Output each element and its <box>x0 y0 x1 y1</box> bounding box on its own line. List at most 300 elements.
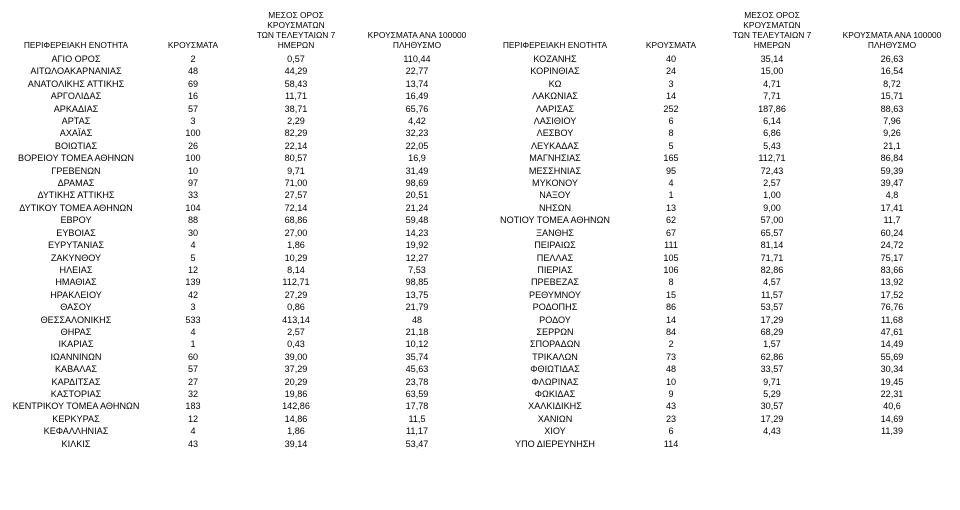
right-table-body <box>484 53 956 450</box>
table-row <box>484 326 956 338</box>
region-cell: ΕΥΡΥΤΑΝΙΑΣ <box>48 240 104 251</box>
region-cell: ΚΕΝΤΡΙΚΟΥ ΤΟΜΕΑ ΑΘΗΝΩΝ <box>12 401 140 412</box>
per-100k-cell: 75,17 <box>880 252 904 263</box>
cases-cell: 165 <box>663 153 679 164</box>
per-100k-cell: 16,9 <box>408 153 426 164</box>
region-cell: ΛΕΥΚΑΔΑΣ <box>530 140 580 151</box>
cases-cell: 10 <box>187 165 199 176</box>
table-row <box>4 152 480 164</box>
per-100k-cell: 48 <box>411 314 423 325</box>
avg-7day-cell: 15,00 <box>760 66 784 77</box>
region-cell: ΙΩΑΝΝΙΝΩΝ <box>50 351 102 362</box>
avg-7day-cell: 71,71 <box>760 252 784 263</box>
cases-cell: 57 <box>187 364 199 375</box>
cases-cell: 10 <box>665 376 677 387</box>
per-100k-cell: 30,34 <box>880 364 904 375</box>
per-100k-cell: 17,41 <box>880 202 904 213</box>
per-100k-cell: 31,49 <box>405 165 429 176</box>
region-cell: ΠΕΙΡΑΙΩΣ <box>534 240 576 251</box>
cases-cell: 100 <box>185 153 201 164</box>
region-cell: ΜΥΚΟΝΟΥ <box>532 178 578 189</box>
table-row <box>484 264 956 276</box>
table-row <box>4 252 480 264</box>
per-100k-cell: 16,54 <box>880 66 904 77</box>
table-row <box>4 189 480 201</box>
avg-7day-cell: 4,43 <box>763 426 781 437</box>
table-row <box>4 276 480 288</box>
cases-cell: 4 <box>668 178 674 189</box>
per-100k-cell: 60,24 <box>880 227 904 238</box>
cases-cell: 8 <box>668 128 674 139</box>
avg-7day-cell <box>716 438 828 450</box>
region-cell: ΒΟΡΕΙΟΥ ΤΟΜΕΑ ΑΘΗΝΩΝ <box>18 153 134 164</box>
avg-7day-cell: 1,00 <box>763 190 781 201</box>
region-cell: ΑΧΑΪΑΣ <box>59 128 93 139</box>
cases-cell: 106 <box>663 264 679 275</box>
cases-cell: 86 <box>665 302 677 313</box>
header-per100k-line2: ΠΛΗΘΥΣΜΟ <box>867 40 917 50</box>
header-per100k-line1: ΚΡΟΥΣΜΑΤΑ ΑΝΑ 100000 <box>367 30 467 40</box>
table-row <box>4 239 480 251</box>
per-100k-cell: 20,51 <box>405 190 429 201</box>
region-cell: ΚΕΦΑΛΛΗΝΙΑΣ <box>43 426 109 437</box>
avg-7day-cell: 7,71 <box>763 91 781 102</box>
left-header-row <box>4 10 480 53</box>
table-row <box>484 202 956 214</box>
region-cell: ΕΥΒΟΙΑΣ <box>56 227 96 238</box>
avg-7day-cell: 2,29 <box>287 116 305 127</box>
table-row <box>4 425 480 437</box>
cases-cell: 252 <box>663 103 679 114</box>
avg-7day-cell: 17,29 <box>760 413 784 424</box>
cases-cell: 16 <box>187 91 199 102</box>
per-100k-cell: 59,39 <box>880 165 904 176</box>
cases-cell: 9 <box>668 388 674 399</box>
region-cell: ΝΗΣΩΝ <box>538 202 572 213</box>
cases-cell: 14 <box>665 314 677 325</box>
avg-7day-cell: 68,86 <box>284 215 308 226</box>
per-100k-cell: 86,84 <box>880 153 904 164</box>
cases-cell: 30 <box>187 227 199 238</box>
region-cell: ΑΡΤΑΣ <box>61 116 91 127</box>
avg-7day-cell: 65,57 <box>760 227 784 238</box>
avg-7day-cell: 80,57 <box>284 153 308 164</box>
avg-7day-cell: 72,43 <box>760 165 784 176</box>
cases-cell: 4 <box>190 326 196 337</box>
per-100k-cell: 26,63 <box>880 54 904 64</box>
table-row <box>4 115 480 127</box>
table-row <box>484 177 956 189</box>
per-100k-cell: 22,77 <box>405 66 429 77</box>
table-row <box>484 127 956 139</box>
region-cell: ΚΕΡΚΥΡΑΣ <box>52 413 100 424</box>
cases-cell: 23 <box>665 413 677 424</box>
region-cell: ΗΡΑΚΛΕΙΟΥ <box>50 289 102 300</box>
table-row <box>484 103 956 115</box>
per-100k-cell: 11,17 <box>405 426 429 437</box>
cases-cell: 3 <box>190 116 196 127</box>
per-100k-cell: 21,79 <box>405 302 429 313</box>
avg-7day-cell: 57,00 <box>760 215 784 226</box>
region-cell: ΡΟΔΟΥ <box>539 314 571 325</box>
region-cell: ΣΠΟΡΑΔΩΝ <box>529 339 581 350</box>
per-100k-cell: 7,96 <box>883 116 901 127</box>
per-100k-cell: 76,76 <box>880 302 904 313</box>
avg-7day-cell: 4,71 <box>763 78 781 89</box>
table-row <box>4 363 480 375</box>
region-cell: ΧΑΝΙΩΝ <box>537 413 573 424</box>
table-row <box>4 90 480 102</box>
table-row <box>4 78 480 90</box>
avg-7day-cell: 27,00 <box>284 227 308 238</box>
region-cell: ΙΚΑΡΙΑΣ <box>58 339 94 350</box>
region-cell: ΖΑΚΥΝΘΟΥ <box>50 252 102 263</box>
table-row <box>4 413 480 425</box>
cases-cell: 5 <box>668 140 674 151</box>
avg-7day-cell: 9,71 <box>287 165 305 176</box>
avg-7day-cell: 17,29 <box>760 314 784 325</box>
table-row <box>4 127 480 139</box>
avg-7day-cell: 0,43 <box>287 339 305 350</box>
cases-cell: 1 <box>190 339 196 350</box>
table-row <box>4 326 480 338</box>
avg-7day-cell: 37,29 <box>284 364 308 375</box>
table-row <box>484 252 956 264</box>
cases-cell: 43 <box>665 401 677 412</box>
region-cell: ΚΟΡΙΝΘΙΑΣ <box>530 66 580 77</box>
cases-cell: 40 <box>665 54 677 64</box>
table-row <box>484 276 956 288</box>
header-per100k-line1: ΚΡΟΥΣΜΑΤΑ ΑΝΑ 100000 <box>842 30 942 40</box>
per-100k-cell: 11,5 <box>408 413 426 424</box>
per-100k-cell: 21,18 <box>405 326 429 337</box>
table-row <box>4 227 480 239</box>
per-100k-cell: 24,72 <box>880 240 904 251</box>
region-cell: ΧΑΛΚΙΔΙΚΗΣ <box>528 401 582 412</box>
cases-cell: 4 <box>190 240 196 251</box>
region-cell: ΛΑΡΙΣΑΣ <box>535 103 575 114</box>
header-region: ΠΕΡΙΦΕΡΕΙΑΚΗ ΕΝΟΤΗΤΑ <box>23 40 129 50</box>
header-avg-7days <box>716 10 828 53</box>
avg-7day-cell: 20,29 <box>284 376 308 387</box>
cases-cell: 104 <box>185 202 201 213</box>
header-cases: ΚΡΟΥΣΜΑΤΑ <box>645 40 697 50</box>
right-table <box>484 10 956 450</box>
per-100k-cell: 11,68 <box>880 314 904 325</box>
per-100k-cell: 55,69 <box>880 351 904 362</box>
avg-7day-cell: 82,86 <box>760 264 784 275</box>
table-row <box>484 227 956 239</box>
per-100k-cell: 11,7 <box>883 215 901 226</box>
cases-cell: 12 <box>187 413 199 424</box>
region-cell: ΞΑΝΘΗΣ <box>536 227 574 238</box>
table-row <box>484 78 956 90</box>
per-100k-cell: 9,26 <box>883 128 901 139</box>
cases-cell: 15 <box>665 289 677 300</box>
avg-7day-cell: 1,86 <box>287 426 305 437</box>
region-cell: ΑΝΑΤΟΛΙΚΗΣ ΑΤΤΙΚΗΣ <box>27 78 125 89</box>
cases-cell: 42 <box>187 289 199 300</box>
per-100k-cell: 12,27 <box>405 252 429 263</box>
cases-cell: 48 <box>665 364 677 375</box>
per-100k-cell: 39,47 <box>880 178 904 189</box>
region-cell: ΑΓΙΟ ΟΡΟΣ <box>51 54 101 64</box>
per-100k-cell: 21,24 <box>405 202 429 213</box>
cases-cell: 12 <box>187 264 199 275</box>
table-row <box>484 115 956 127</box>
cases-cell: 95 <box>665 165 677 176</box>
cases-cell: 533 <box>185 314 201 325</box>
region-cell: ΣΕΡΡΩΝ <box>536 326 574 337</box>
header-avg-line3: ΗΜΕΡΩΝ <box>753 40 791 50</box>
table-row <box>484 363 956 375</box>
table-row <box>4 53 480 65</box>
per-100k-cell: 22,31 <box>880 388 904 399</box>
region-cell: ΜΕΣΣΗΝΙΑΣ <box>528 165 582 176</box>
region-cell: ΔΥΤΙΚΟΥ ΤΟΜΕΑ ΑΘΗΝΩΝ <box>19 202 133 213</box>
avg-7day-cell: 0,86 <box>287 302 305 313</box>
region-cell: ΠΕΛΛΑΣ <box>536 252 574 263</box>
table-row <box>484 413 956 425</box>
avg-7day-cell: 2,57 <box>763 178 781 189</box>
table-row <box>4 214 480 226</box>
avg-7day-cell: 14,86 <box>284 413 308 424</box>
left-table-body <box>4 53 480 450</box>
avg-7day-cell: 6,86 <box>763 128 781 139</box>
avg-7day-cell: 413,14 <box>282 314 310 325</box>
avg-7day-cell: 0,57 <box>287 54 305 64</box>
cases-cell: 13 <box>665 202 677 213</box>
per-100k-cell: 40,6 <box>883 401 901 412</box>
per-100k-cell: 98,85 <box>405 277 429 288</box>
table-row <box>484 400 956 412</box>
per-100k-cell: 14,49 <box>880 339 904 350</box>
cases-cell: 4 <box>190 426 196 437</box>
cases-cell: 6 <box>668 426 674 437</box>
per-100k-cell: 17,52 <box>880 289 904 300</box>
region-cell: ΡΟΔΟΠΗΣ <box>532 302 578 313</box>
cases-cell: 6 <box>668 116 674 127</box>
avg-7day-cell: 71,00 <box>284 178 308 189</box>
table-row <box>484 140 956 152</box>
cases-cell: 139 <box>185 277 201 288</box>
avg-7day-cell: 27,29 <box>284 289 308 300</box>
region-cell: ΝΟΤΙΟΥ ΤΟΜΕΑ ΑΘΗΝΩΝ <box>500 215 610 226</box>
table-row <box>484 438 956 450</box>
region-cell: ΦΛΩΡΙΝΑΣ <box>531 376 579 387</box>
cases-cell: 43 <box>187 438 199 449</box>
avg-7day-cell: 5,29 <box>763 388 781 399</box>
avg-7day-cell: 8,14 <box>287 264 305 275</box>
per-100k-cell: 4,42 <box>408 116 426 127</box>
region-cell: ΚΙΛΚΙΣ <box>61 438 91 449</box>
per-100k-cell: 10,12 <box>405 339 429 350</box>
header-avg-line1: ΜΕΣΟΣ ΟΡΟΣ ΚΡΟΥΣΜΑΤΩΝ <box>743 10 801 30</box>
per-100k-cell: 11,39 <box>880 426 904 437</box>
region-cell: ΛΑΚΩΝΙΑΣ <box>532 91 578 102</box>
cases-cell: 3 <box>190 302 196 313</box>
table-row <box>484 239 956 251</box>
avg-7day-cell: 9,71 <box>763 376 781 387</box>
table-row <box>4 103 480 115</box>
per-100k-cell: 13,74 <box>405 78 429 89</box>
avg-7day-cell: 19,86 <box>284 388 308 399</box>
avg-7day-cell: 142,86 <box>282 401 310 412</box>
region-cell: ΚΑΣΤΟΡΙΑΣ <box>50 388 102 399</box>
cases-cell: 33 <box>187 190 199 201</box>
avg-7day-cell: 10,29 <box>284 252 308 263</box>
per-100k-cell: 59,48 <box>405 215 429 226</box>
region-cell: ΜΑΓΝΗΣΙΑΣ <box>529 153 581 164</box>
region-cell: ΛΑΣΙΘΙΟΥ <box>533 116 577 127</box>
avg-7day-cell: 33,57 <box>760 364 784 375</box>
region-cell: ΕΒΡΟΥ <box>60 215 92 226</box>
table-row <box>484 65 956 77</box>
cases-cell: 2 <box>668 339 674 350</box>
region-cell: ΝΑΞΟΥ <box>539 190 571 201</box>
table-row <box>4 400 480 412</box>
table-row <box>484 351 956 363</box>
table-row <box>484 189 956 201</box>
table-row <box>484 425 956 437</box>
cases-cell: 183 <box>185 401 201 412</box>
region-cell: ΒΟΙΩΤΙΑΣ <box>54 140 98 151</box>
per-100k-cell: 45,63 <box>405 364 429 375</box>
avg-7day-cell: 112,71 <box>282 277 310 288</box>
cases-cell: 8 <box>668 277 674 288</box>
per-100k-cell: 98,69 <box>405 178 429 189</box>
region-cell: ΗΛΕΙΑΣ <box>59 264 93 275</box>
table-row <box>484 338 956 350</box>
avg-7day-cell: 44,29 <box>284 66 308 77</box>
cases-cell: 67 <box>665 227 677 238</box>
header-avg-line3: ΗΜΕΡΩΝ <box>277 40 315 50</box>
region-cell: ΚΑΡΔΙΤΣΑΣ <box>51 376 101 387</box>
avg-7day-cell: 11,71 <box>284 91 308 102</box>
avg-7day-cell: 68,29 <box>760 326 784 337</box>
avg-7day-cell: 35,14 <box>760 54 784 64</box>
cases-cell: 2 <box>190 54 196 64</box>
region-cell: ΘΗΡΑΣ <box>60 326 92 337</box>
avg-7day-cell: 6,14 <box>763 116 781 127</box>
per-100k-cell: 14,23 <box>405 227 429 238</box>
cases-cell: 5 <box>190 252 196 263</box>
cases-cell: 60 <box>187 351 199 362</box>
table-row <box>4 65 480 77</box>
region-cell: ΧΙΟΥ <box>544 426 566 437</box>
region-cell: ΑΡΚΑΔΙΑΣ <box>53 103 99 114</box>
table-row <box>4 165 480 177</box>
right-header-row <box>484 10 956 53</box>
region-cell: ΘΕΣΣΑΛΟΝΙΚΗΣ <box>40 314 112 325</box>
avg-7day-cell: 9,00 <box>763 202 781 213</box>
cases-cell: 97 <box>187 178 199 189</box>
table-row <box>4 177 480 189</box>
table-row <box>484 53 956 65</box>
region-cell: ΚΩ <box>548 78 562 89</box>
avg-7day-cell: 39,14 <box>284 438 308 449</box>
table-row <box>4 376 480 388</box>
cases-cell: 57 <box>187 103 199 114</box>
avg-7day-cell: 27,57 <box>284 190 308 201</box>
table-row <box>4 301 480 313</box>
region-cell: ΓΡΕΒΕΝΩΝ <box>51 165 101 176</box>
avg-7day-cell: 30,57 <box>760 401 784 412</box>
table-row <box>484 314 956 326</box>
cases-cell: 26 <box>187 140 199 151</box>
per-100k-cell: 16,49 <box>405 91 429 102</box>
left-table <box>4 10 480 450</box>
per-100k-cell: 7,53 <box>408 264 426 275</box>
region-cell: ΔΥΤΙΚΗΣ ΑΤΤΙΚΗΣ <box>37 190 115 201</box>
cases-cell: 69 <box>187 78 199 89</box>
table-row <box>4 202 480 214</box>
avg-7day-cell: 81,14 <box>760 240 784 251</box>
avg-7day-cell: 187,86 <box>758 103 786 114</box>
header-avg-line2: ΤΩΝ ΤΕΛΕΥΤΑΙΩΝ 7 <box>732 30 812 40</box>
per-100k-cell: 53,47 <box>405 438 429 449</box>
table-row <box>4 388 480 400</box>
cases-cell: 48 <box>187 66 199 77</box>
region-cell: ΡΕΘΥΜΝΟΥ <box>529 289 581 300</box>
cases-cell: 111 <box>664 240 678 251</box>
per-100k-cell: 35,74 <box>405 351 429 362</box>
per-100k-cell <box>828 438 956 450</box>
header-avg-7days <box>238 10 354 53</box>
per-100k-cell: 21,1 <box>883 140 901 151</box>
table-row <box>484 152 956 164</box>
cases-cell: 73 <box>665 351 677 362</box>
per-100k-cell: 19,45 <box>880 376 904 387</box>
region-cell: ΠΡΕΒΕΖΑΣ <box>530 277 580 288</box>
avg-7day-cell: 72,14 <box>284 202 308 213</box>
header-per100k-line2: ΠΛΗΘΥΣΜΟ <box>392 40 442 50</box>
table-row <box>484 165 956 177</box>
avg-7day-cell: 1,57 <box>763 339 781 350</box>
region-cell: ΦΩΚΙΔΑΣ <box>534 388 576 399</box>
header-per-100k <box>828 10 956 53</box>
region-cell: ΚΟΖΑΝΗΣ <box>533 54 577 64</box>
per-100k-cell: 110,44 <box>403 54 431 64</box>
table-row <box>484 376 956 388</box>
table-row <box>4 338 480 350</box>
avg-7day-cell: 53,57 <box>760 302 784 313</box>
table-row <box>4 438 480 450</box>
region-cell: ΗΜΑΘΙΑΣ <box>55 277 97 288</box>
region-cell: ΥΠΟ ΔΙΕΡΕΥΝΗΣΗ <box>515 438 595 449</box>
header-avg-line1: ΜΕΣΟΣ ΟΡΟΣ ΚΡΟΥΣΜΑΤΩΝ <box>267 10 325 30</box>
per-100k-cell: 47,61 <box>880 326 904 337</box>
region-cell: ΚΑΒΑΛΑΣ <box>54 364 98 375</box>
cases-cell: 114 <box>663 438 679 449</box>
per-100k-cell: 88,63 <box>880 103 904 114</box>
region-cell: ΔΡΑΜΑΣ <box>57 178 95 189</box>
region-cell: ΑΡΓΟΛΙΔΑΣ <box>50 91 102 102</box>
per-100k-cell: 4,8 <box>885 190 899 201</box>
table-row <box>484 289 956 301</box>
per-100k-cell: 15,71 <box>880 91 904 102</box>
avg-7day-cell: 22,14 <box>284 140 308 151</box>
avg-7day-cell: 2,57 <box>287 326 305 337</box>
avg-7day-cell: 62,86 <box>760 351 784 362</box>
per-100k-cell: 13,75 <box>405 289 429 300</box>
cases-cell: 1 <box>668 190 674 201</box>
cases-cell: 27 <box>187 376 199 387</box>
cases-cell: 100 <box>185 128 201 139</box>
region-cell: ΦΘΙΩΤΙΔΑΣ <box>530 364 580 375</box>
cases-cell: 24 <box>665 66 677 77</box>
per-100k-cell: 65,76 <box>405 103 429 114</box>
